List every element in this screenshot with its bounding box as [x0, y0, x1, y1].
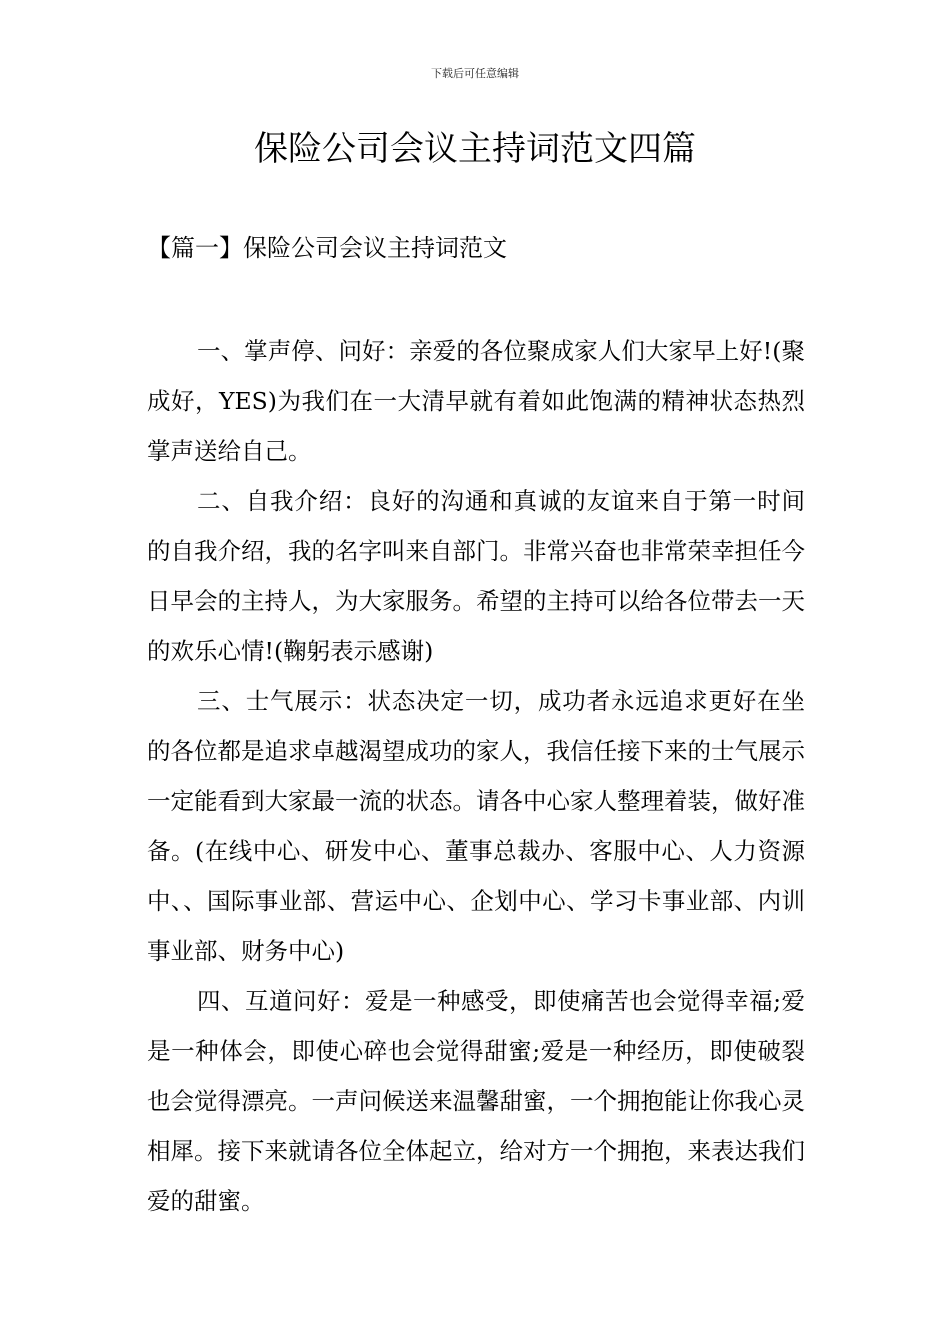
- paragraph-self-introduction: 二、自我介绍：良好的沟通和真诚的友谊来自于第一时间的自我介绍，我的名字叫来自部门。非常兴奋也非常荣幸担任今日早会的主持人，为大家服务。希望的主持可以给各位带去一天的欢乐心情!(鞠躬表示感谢): [147, 487, 805, 665]
- header-note: 下载后可任意编辑: [431, 67, 519, 80]
- paragraph-morale-display: 三、士气展示：状态决定一切，成功者永远追求更好在坐的各位都是追求卓越渴望成功的家人，我信任接下来的士气展示一定能看到大家最一流的状态。请各中心家人整理着装，做好准备。(在线中心、研发中心、董事总裁办、客服中心、人力资源中、、国际事业部、营运中心、企划中心、学习卡事业部、内训事业部、财务中心): [147, 687, 805, 965]
- section-heading: 【篇一】保险公司会议主持词范文: [147, 234, 507, 262]
- paragraph-applause-greeting: 一、掌声停、问好：亲爱的各位聚成家人们大家早上好!(聚成好，YES)为我们在一大清早就有着如此饱满的精神状态热烈掌声送给自己。: [147, 337, 805, 465]
- document-title: 保险公司会议主持词范文四篇: [254, 129, 696, 169]
- paragraph-mutual-greeting: 四、互道问好：爱是一种感受，即使痛苦也会觉得幸福;爱是一种体会，即使心碎也会觉得甜蜜;爱是一种经历，即使破裂也会觉得漂亮。一声问候送来温馨甜蜜，一个拥抱能让你我心灵相犀。接下来就请各位全体起立，给对方一个拥抱，来表达我们爱的甜蜜。: [147, 987, 805, 1215]
- document-body: [147, 326, 805, 1226]
